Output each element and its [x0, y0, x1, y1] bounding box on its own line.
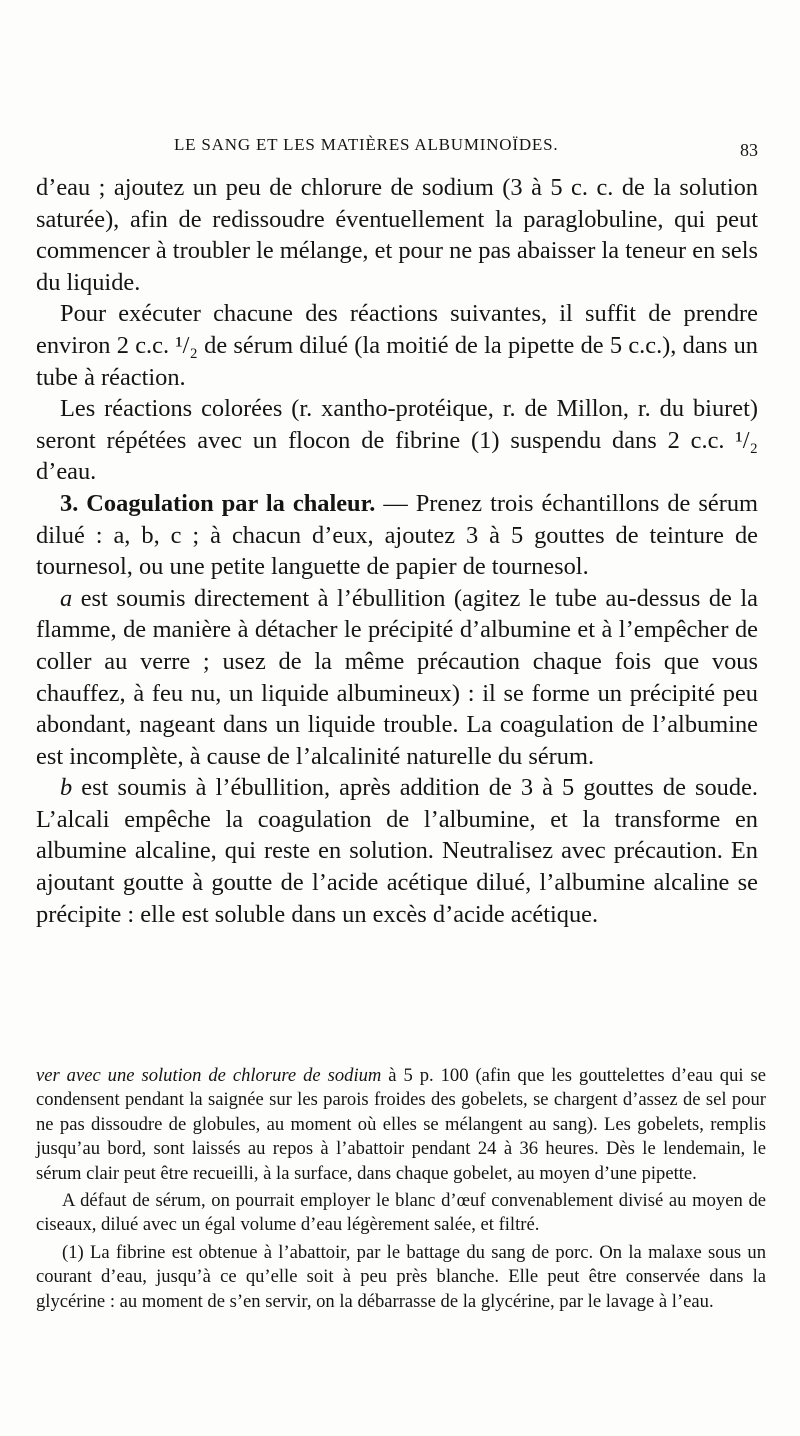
- footnote-egg-white: A défaut de sérum, on pourrait employer le blanc d’œuf convenablement divisé au moyen de ciseaux, dilué avec un égal volume d’eau légèrement salée, et filtré.: [36, 1190, 766, 1236]
- paragraph-sample-b: [36, 772, 758, 930]
- paragraph-reactions: [36, 298, 758, 393]
- footnote-continued: [36, 1064, 766, 1186]
- footnote-1-fibrine: (1) La fibrine est obtenue à l’abattoir, par le battage du sang de porc. On la malaxe sous un courant d’eau, jusqu’à ce qu’elle soit à peu près blanche. Elle peut être conservée dans la glycérine : au moment de s’en servir, on la débarrasse de la glycérine, par le lavage à l’eau.: [36, 1241, 766, 1312]
- page-number: 83: [740, 140, 758, 160]
- paragraph-text: — Prenez trois échantillons de sérum dilué : a, b, c ; à chacun d’eux, ajoutez 3 à 5 gouttes de teinture de tournesol, ou une petite languette de papier de tournesol.: [36, 489, 758, 581]
- paragraph-text: d’eau.: [36, 458, 97, 486]
- paragraph-sample-a: [36, 583, 758, 773]
- paragraph-continued: d’eau ; ajoutez un peu de chlorure de sodium (3 à 5 c. c. de la solution saturée), afin de redissoudre éventuellement la paraglobuline, qui peut commencer à troubler le mélange, et pour ne pas abaisser la teneur en sels du liquide.: [36, 174, 758, 296]
- section-title: 3. Coagulation par la chaleur.: [60, 489, 376, 517]
- paragraph-text: de sérum dilué (la moitié de la pipette de 5 c.c.), dans un tube à réaction.: [36, 331, 759, 391]
- running-head: LE SANG ET LES MATIÈRES ALBUMINOÏDES.: [174, 135, 559, 154]
- main-text: [36, 172, 758, 930]
- footnote-text: à 5 p. 100 (afin que les gouttelettes d’eau qui se condensent pendant la saignée sur les parois froides des gobelets, se chargent d’assez de sel pour ne pas dissoudre de globules, au moment où elles se mélangent au sang). Les gobelets, remplis jusqu’au bord, sont laissés au repos à l’abattoir pendant 24 à 36 heures. Dès le lendemain, le sérum clair peut être recueilli, à la surface, dans chaque gobelet, au moyen d’une pipette.: [36, 1065, 766, 1184]
- paragraph-text: Pour exécuter chacune des réactions suivantes, il suffit de prendre environ 2 c.c.: [36, 300, 758, 359]
- sample-letter-b: b: [60, 774, 73, 802]
- fraction-half: ¹/₂: [175, 331, 198, 359]
- paragraph-text: Les réactions colorées (r. xantho-protéique, r. de Millon, r. du biuret) seront répétées avec un flocon de fibrine (1) suspendu dans 2 c.c.: [36, 395, 758, 454]
- paragraph-colored-reactions: [36, 393, 758, 488]
- footnote-italic-text: ver avec une solution de chlorure de sodium: [36, 1065, 382, 1086]
- paragraph-text: est soumis directement à l’ébullition (agitez le tube au-dessus de la flamme, de manière à détacher le précipité d’albumine et à l’empêcher de coller au verre ; usez de la même précaution chaque fois que vous chauffez, à feu nu, un liquide albumineux) : il se forme un précipité peu abondant, nageant dans un liquide trouble. La coagulation de l’albumine est incomplète, à cause de l’alcalinité naturelle du sérum.: [36, 584, 758, 770]
- paragraph-coagulation: [36, 488, 758, 583]
- fraction-half: ¹/₂: [735, 426, 758, 454]
- sample-letter-a: a: [60, 584, 73, 612]
- paragraph-text: est soumis à l’ébullition, après addition de 3 à 5 gouttes de soude. L’alcali empêche la coagulation de l’albumine, et la transforme en albumine alcaline, qui reste en solution. Neutralisez avec précaution. En ajoutant goutte à goutte de l’acide acétique dilué, l’albumine alcaline se précipite : elle est soluble dans un excès d’acide acétique.: [36, 774, 758, 928]
- page-header: [36, 135, 758, 163]
- footnotes: [36, 1064, 766, 1314]
